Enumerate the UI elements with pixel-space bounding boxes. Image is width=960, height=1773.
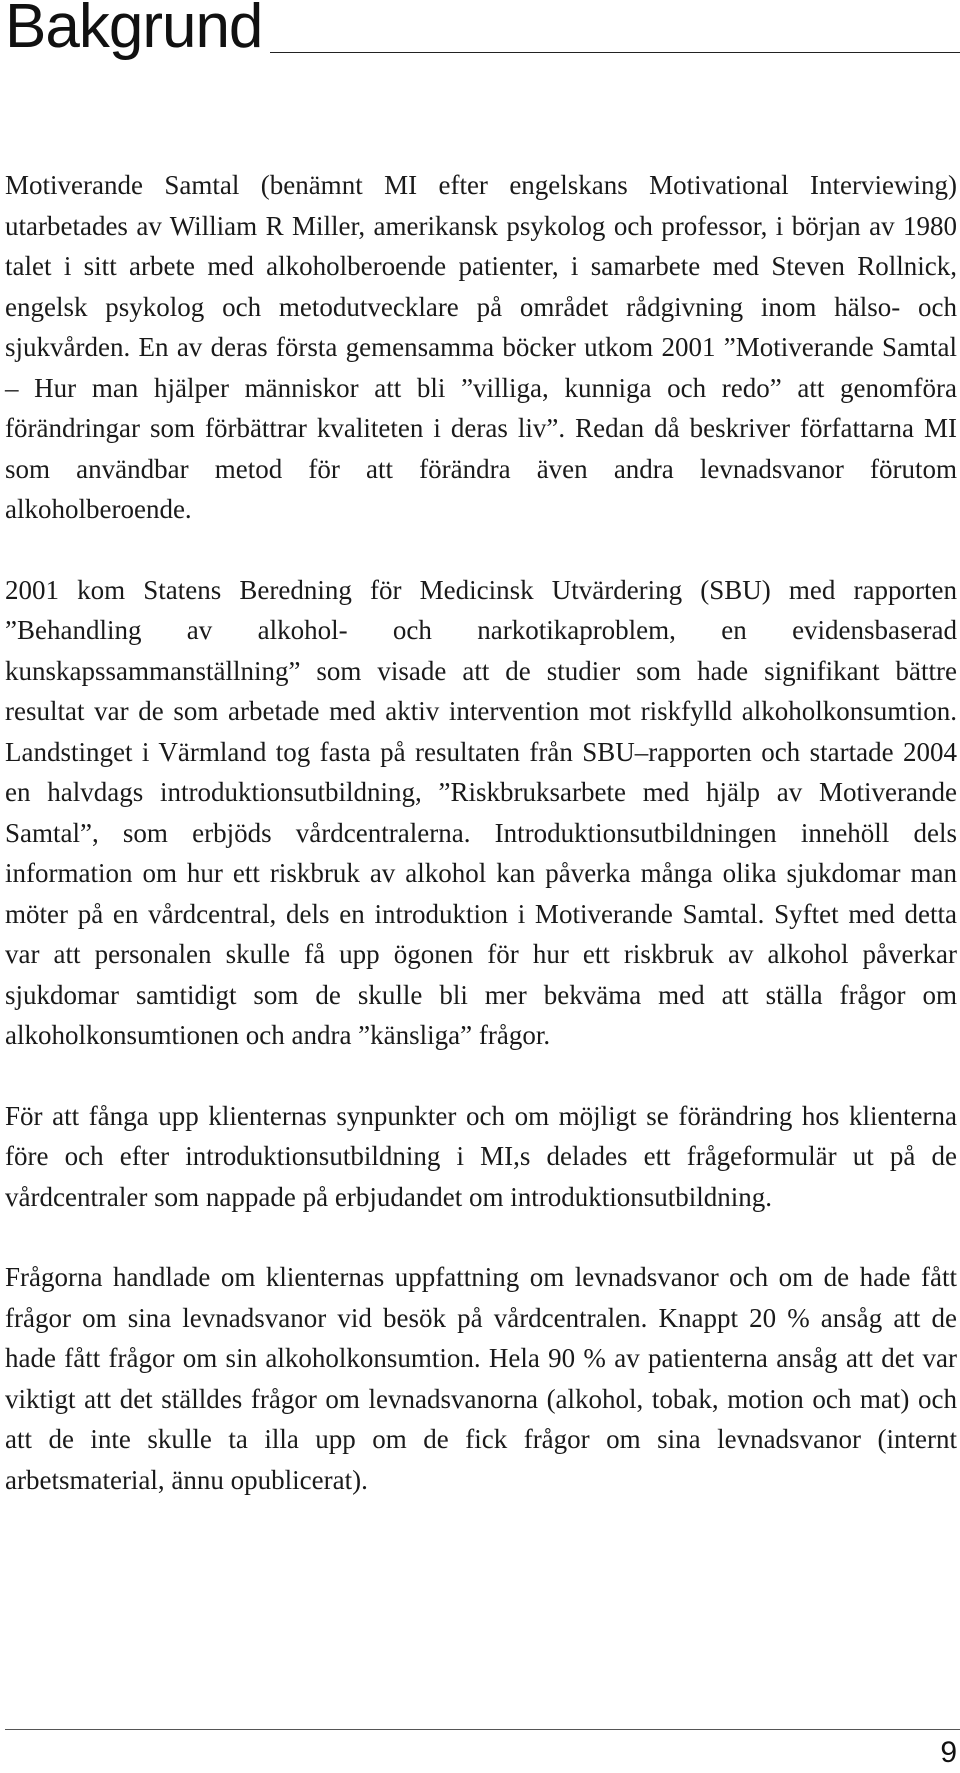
paragraph-mi-origin	[5, 165, 957, 530]
paragraph-sbu-report: 2001 kom Statens Beredning för Medicinsk Utvärdering (SBU) med rapporten ”Behandling av alkohol- och narkotikaproblem, en evidensbaserad kunskapssammanställning” som visade att de studier som hade signifikant bättre resultat var de som arbetade med aktiv intervention mot riskfylld alkoholkonsumtion. Landstinget i Värmland tog fasta på resultaten från SBU–rapporten och startade 2004 en halvdags introduktionsutbildning, ”Riskbruksarbete med hjälp av Motiverande Samtal”, som erbjöds vårdcentralerna. Introduktionsutbildningen innehöll dels information om hur ett riskbruk av alkohol kan påverka många olika sjukdomar man möter på en vårdcentral, dels en introduktion i Motiverande Samtal. Syftet med detta var att personalen skulle få upp ögonen för hur ett riskbruk av alkohol påverkar sjukdomar samtidigt som de skulle bli mer bekväma med att ställa frågor om alkoholkonsumtionen och andra ”känsliga” frågor.	[5, 574, 957, 1050]
body-text	[5, 165, 957, 1500]
paragraph-results: Frågorna handlade om klienternas uppfattning om levnadsvanor och om de hade fått frågor om sina levnadsvanor vid besök på vårdcentralen. Knappt 20 % ansåg att de hade fått frågor om sin alkoholkonsumtion. Hela 90 % av patienterna ansåg att det var viktigt att det ställdes frågor om levnadsvanorna (alkohol, tobak, motion och mat) och att de inte skulle ta illa upp om de fick frågor om sina levnadsvanor (internt arbetsmaterial, ännu opublicerat).	[5, 1262, 957, 1495]
heading-rule	[270, 52, 960, 53]
paragraph-mi-origin-sentence-2: En av deras första gemensamma böcker utkom 2001 ”Motiverande Samtal – Hur man hjälper människor att bli ”villiga, kunniga och redo” att genomföra förändringar som förbättrar kvaliteten i deras liv”. Redan då beskriver författarna MI som användbar metod för att förändra även andra levnadsvanor förutom alkoholberoende.	[5, 332, 957, 524]
footer-rule	[5, 1729, 960, 1730]
paragraph-questionnaire: För att fånga upp klienternas synpunkter och om möjligt se förändring hos klienterna före och efter introduktionsutbildning i MI,s delades ett frågeformulär ut på de vårdcentraler som nappade på erbjudandet om introduktionsutbildning.	[5, 1100, 957, 1212]
paragraph-mi-origin-sentence-1: Motiverande Samtal (benämnt MI efter engelskans Motivational Interviewing) utarbetades av William R Miller, amerikansk psykolog och professor, i början av 1980 talet i sitt arbete med alkoholberoende patienter, i samarbete med Steven Rollnick, engelsk psykolog och metodutvecklare på området rådgivning inom hälso- och sjukvården.	[5, 170, 957, 362]
page-number: 9	[940, 1736, 957, 1769]
page-heading: Bakgrund	[5, 0, 263, 61]
